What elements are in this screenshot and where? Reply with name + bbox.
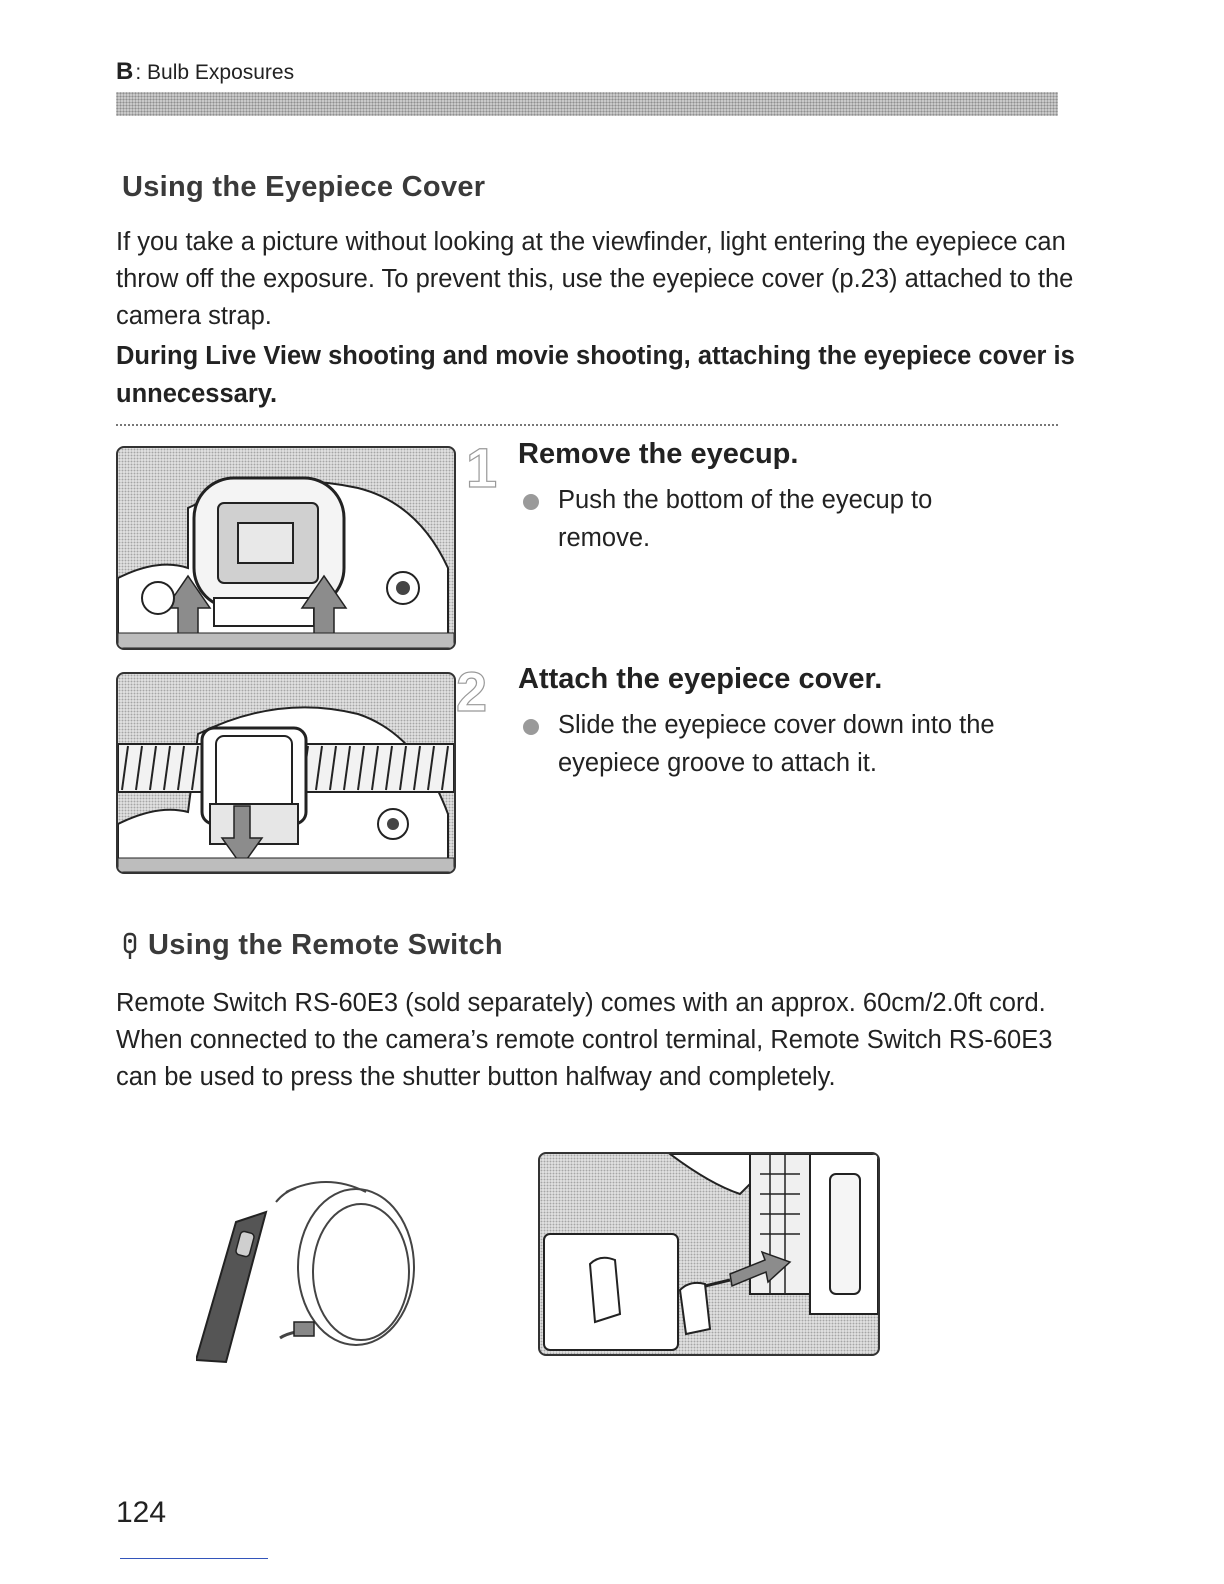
step-number-2: 2 [456,660,488,723]
step-title-attach-cover: Attach the eyepiece cover. [518,663,883,695]
section-heading-eyepiece-cover: Using the Eyepiece Cover [122,171,486,203]
section-heading-remote-switch [122,929,503,962]
header-shaded-bar [116,92,1058,116]
remote-switch-heading-text: Using the Remote Switch [148,929,503,961]
running-header [116,58,294,86]
eyepiece-cover-attach-illustration [116,672,456,874]
remote-terminal-connection-illustration [538,1152,880,1356]
page-number: 124 [116,1496,167,1529]
running-header-title: : Bulb Exposures [135,61,295,84]
step-text-remove-eyecup: Push the bottom of the eyecup to remove. [558,486,933,552]
bulb-mode-icon: B [116,58,134,85]
remote-switch-icon [122,932,140,960]
eyecup-removal-illustration [116,446,456,650]
eyepiece-cover-paragraph: If you take a picture without looking at the viewfinder, light entering the eyepiece can throw off the exposure. To prevent this, use the eyepiece cover (p.23) attached to the camera strap. [116,228,1074,330]
step-number-1: 1 [466,436,498,499]
step-title-remove-eyecup: Remove the eyecup. [518,438,799,470]
bullet-icon [523,719,539,735]
live-view-note: During Live View shooting and movie shooting, attaching the eyepiece cover is unnecessary. [116,342,1075,408]
bullet-icon [523,494,539,510]
remote-switch-illustration [196,1162,426,1372]
footer-rule [120,1558,268,1559]
step-text-attach-cover: Slide the eyepiece cover down into the eyepiece groove to attach it. [558,711,995,777]
remote-switch-paragraph: Remote Switch RS-60E3 (sold separately) comes with an approx. 60cm/2.0ft cord. When connected to the camera’s remote control terminal, Remote Switch RS-60E3 can be used to press the shutter button halfway and completely. [116,989,1053,1091]
dotted-divider [116,424,1058,426]
